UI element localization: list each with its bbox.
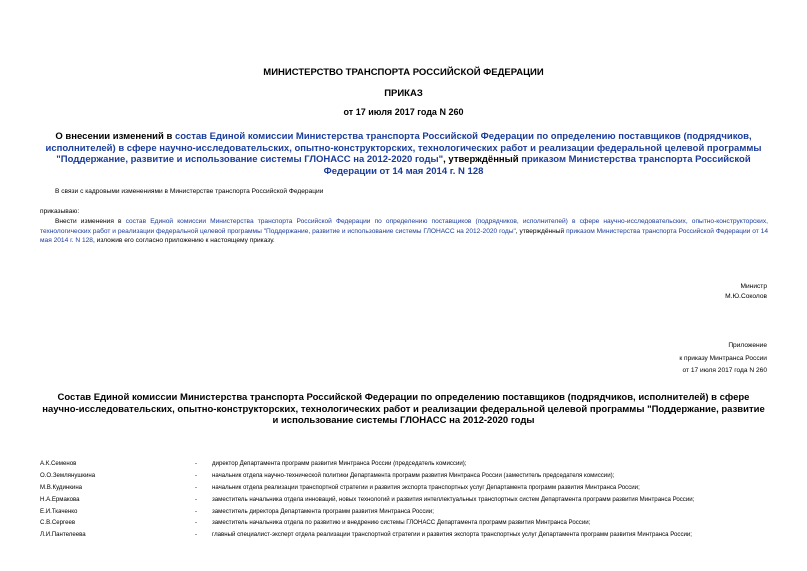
annex-header: [679, 340, 767, 378]
member-role: директор Департамента программ развития Минтранса России (председатель комиссии);: [212, 460, 467, 468]
table-row: [40, 482, 694, 494]
subject-order-link[interactable]: приказом Министерства транспорта Российской Федерации от 14 мая 2014 г. N 128: [323, 154, 751, 177]
member-name: О.О.Землянушкина: [40, 472, 96, 480]
member-dash: -: [195, 495, 198, 503]
annex-label: Приложение: [728, 342, 767, 349]
member-name: Н.А.Ермакова: [40, 495, 80, 503]
member-name: А.К.Семенов: [40, 460, 77, 468]
ministry-heading: МИНИСТЕРСТВО ТРАНСПОРТА РОССИЙСКОЙ ФЕДЕРАЦИИ: [263, 67, 544, 78]
member-role: заместитель начальника отдела по развитию и внедрению системы ГЛОНАСС Департамента программ развития Минтранса России;: [212, 519, 591, 527]
member-role: начальник отдела реализации транспортной стратегии и развития экспорта транспортных услуг Департамента программ развития Минтранса России;: [212, 483, 640, 491]
table-row: [40, 529, 694, 541]
item-commission-link[interactable]: состав Единой комиссии Министерства транспорта Российской Федерации по определению поставщиков (подрядчиков, исполнителей) в сфере научно-исследовательских, опытно-конструкторских, технологических работ и реализации федеральной целевой программы "Поддержание, развитие и использование системы ГЛОНАСС на 2012-2020 годы": [40, 218, 768, 235]
subject-commission-link[interactable]: состав Единой комиссии Министерства транспорта Российской Федерации по определению поставщиков (подрядчиков, исполнителей) в сфере научно-исследовательских, опытно-конструкторских, технологических работ и реализации федеральной целевой программы "Поддержание, развитие и использование системы ГЛОНАСС на 2012-2020 годы": [45, 131, 762, 165]
item-order-link[interactable]: приказом Министерства транспорта Российской Федерации от 14 мая 2014 г. N 128: [40, 227, 768, 244]
annex-title: Состав Единой комиссии Министерства транспорта Российской Федерации по определению поставщиков (подрядчиков, исполнителей) в сфере научно-исследовательских, опытно-конструкторских, технологических работ и реализации федеральной целевой программы "Поддержание, развитие и использование системы ГЛОНАСС на 2012-2020 годы: [42, 392, 765, 426]
member-role: заместитель начальника отдела инноваций, новых технологий и развития интеллектуальных транспортных систем Департамента программ развития Минтранса России;: [212, 495, 695, 503]
annex-to-order: к приказу Минтранса России: [679, 354, 767, 362]
document-type: ПРИКАЗ: [384, 88, 423, 99]
annex-date-number: от 17 июля 2017 года N 260: [682, 367, 767, 374]
member-dash: -: [195, 472, 198, 480]
member-dash: -: [195, 519, 198, 527]
member-name: Е.И.Ткаченко: [40, 507, 78, 515]
signatory-name: М.Ю.Соколов: [725, 293, 767, 300]
order-date-number: от 17 июля 2017 года N 260: [343, 107, 464, 117]
members-table: [40, 458, 694, 541]
member-dash: -: [195, 460, 198, 468]
item-prefix: Внести изменения в: [55, 218, 126, 225]
item-middle: , утверждённый: [515, 227, 567, 235]
reason-paragraph: В связи с кадровыми изменениями в Министерстве транспорта Российской Федерации: [55, 188, 324, 195]
table-row: [40, 470, 694, 482]
order-item-paragraph: [40, 217, 768, 246]
order-word: приказываю:: [40, 208, 80, 215]
member-dash: -: [195, 507, 198, 515]
member-name: Л.И.Пантелеева: [40, 531, 86, 539]
subject-middle: , утверждённый: [443, 154, 522, 165]
table-row: [40, 493, 694, 505]
member-role: главный специалист-эксперт отдела реализации транспортной стратегии и развития экспорта транспортных услуг Департамента программ развития Минтранса России;: [212, 531, 692, 539]
member-role: заместитель директора Департамента программ развития Минтранса России;: [212, 507, 434, 515]
table-row: [40, 505, 694, 517]
subject-prefix: О внесении изменений в: [55, 131, 175, 142]
signatory-position: Министр: [740, 283, 767, 290]
item-suffix: , изложив его согласно приложению к настоящему приказу.: [92, 237, 275, 244]
table-row: [40, 517, 694, 529]
member-role: начальник отдела научно-технической политики Департамента программ развития Минтранса России (заместитель председателя комиссии);: [212, 472, 615, 480]
order-subject: [40, 131, 767, 177]
member-name: С.В.Сергеев: [40, 519, 76, 527]
member-dash: -: [195, 483, 198, 491]
member-name: М.В.Кудинкина: [40, 483, 83, 491]
table-row: [40, 458, 694, 470]
member-dash: -: [195, 531, 198, 539]
